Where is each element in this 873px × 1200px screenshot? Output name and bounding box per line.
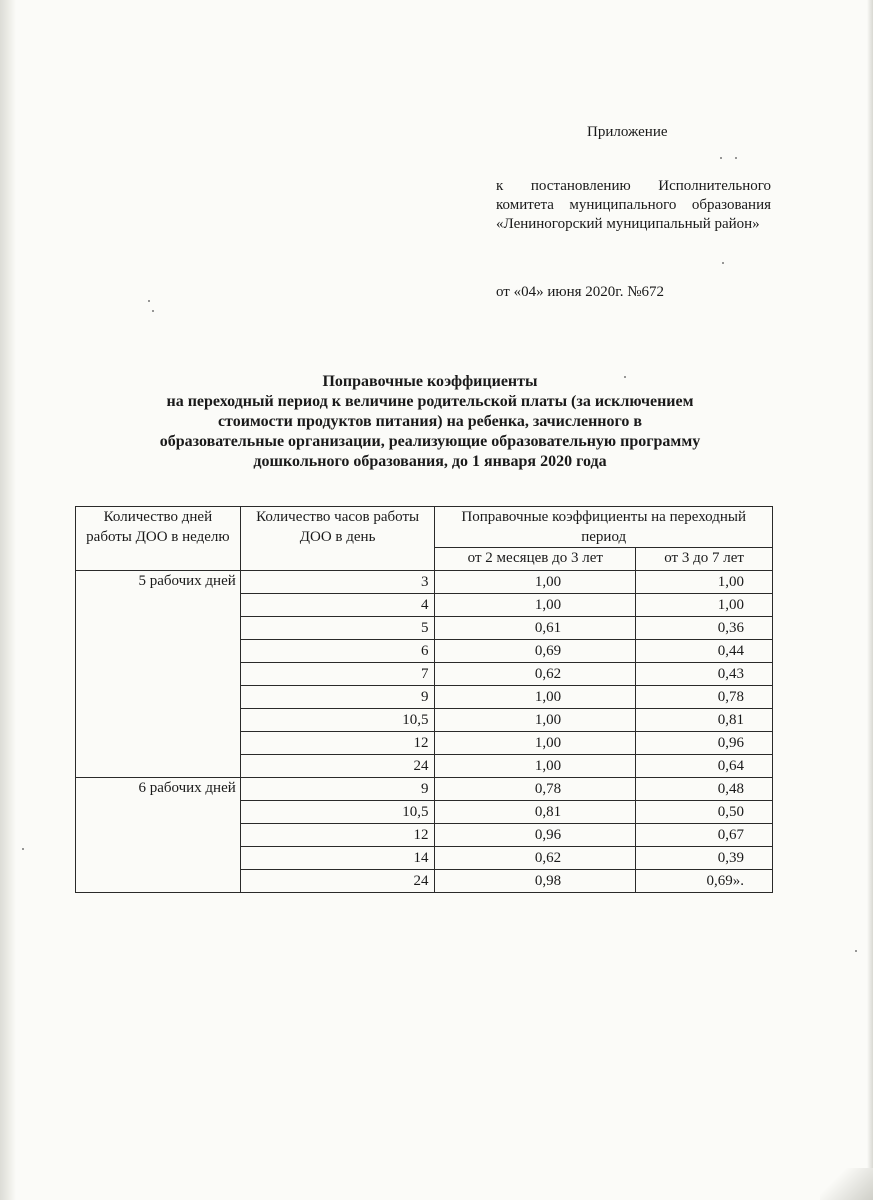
header-days: Количество дней работы ДОО в неделю [76,507,241,571]
coef-cell-age-2m-3y: 1,00 [435,686,636,709]
hours-cell: 4 [240,594,435,617]
hours-cell: 24 [240,755,435,778]
coef-cell-age-2m-3y: 0,96 [435,824,636,847]
header-age-group-2: от 3 до 7 лет [636,548,773,571]
coef-cell-age-3y-7y: 0,67 [636,824,773,847]
coefficients-table [75,506,773,893]
document-title-line: стоимости продуктов питания) на ребенка, зачисленного в [217,413,643,430]
document-title-line: образовательные организации, реализующие образовательную программу [159,433,701,450]
coef-cell-age-3y-7y: 0,64 [636,755,773,778]
header-hours: Количество часов работы ДОО в день [240,507,435,571]
coef-cell-age-3y-7y: 0,81 [636,709,773,732]
coef-cell-age-2m-3y: 1,00 [435,755,636,778]
header-age-group-1: от 2 месяцев до 3 лет [435,548,636,571]
coef-cell-age-2m-3y: 0,98 [435,870,636,893]
scan-speck [735,157,737,159]
coef-cell-age-2m-3y: 0,62 [435,663,636,686]
coef-cell-age-3y-7y: 0,69». [636,870,773,893]
coef-cell-age-2m-3y: 0,81 [435,801,636,824]
scan-left-edge-shadow [0,0,16,1200]
document-title [70,372,790,472]
scan-speck [152,310,154,312]
coef-cell-age-2m-3y: 1,00 [435,709,636,732]
coef-cell-age-3y-7y: 0,50 [636,801,773,824]
days-cell: 5 рабочих дней [76,571,241,778]
table-row [76,571,773,594]
coef-cell-age-2m-3y: 0,62 [435,847,636,870]
document-title-line: Поправочные коэффициенты [322,373,538,390]
scan-speck [855,950,857,952]
hours-cell: 7 [240,663,435,686]
annex-date-number: от «04» июня 2020г. №672 [496,284,665,300]
hours-cell: 10,5 [240,801,435,824]
coef-cell-age-3y-7y: 0,43 [636,663,773,686]
hours-cell: 12 [240,732,435,755]
annex-reference: к постановлению Исполнительного комитета муниципального образования «Лениногорский муниципальный район» [496,178,771,232]
coef-cell-age-2m-3y: 0,78 [435,778,636,801]
header-coefficients: Поправочные коэффициенты на переходный период [435,507,773,548]
hours-cell: 10,5 [240,709,435,732]
scan-page-corner [820,1168,873,1200]
hours-cell: 3 [240,571,435,594]
coef-cell-age-3y-7y: 0,39 [636,847,773,870]
scan-speck [148,300,150,302]
scan-speck [722,262,724,264]
coef-cell-age-3y-7y: 0,96 [636,732,773,755]
hours-cell: 9 [240,778,435,801]
coef-cell-age-3y-7y: 0,44 [636,640,773,663]
coef-cell-age-2m-3y: 1,00 [435,732,636,755]
scan-speck [22,848,24,850]
coef-cell-age-3y-7y: 0,48 [636,778,773,801]
coef-cell-age-2m-3y: 0,61 [435,617,636,640]
coef-cell-age-3y-7y: 1,00 [636,594,773,617]
coef-cell-age-3y-7y: 0,36 [636,617,773,640]
coef-cell-age-2m-3y: 0,69 [435,640,636,663]
document-title-line: дошкольного образования, до 1 января 2020 года [253,453,607,470]
table-row [76,778,773,801]
scan-speck [720,157,722,159]
annex-label: Приложение [587,124,668,140]
hours-cell: 12 [240,824,435,847]
document-title-line: на переходный период к величине родительской платы (за исключением [166,393,694,410]
coef-cell-age-3y-7y: 0,78 [636,686,773,709]
coef-cell-age-2m-3y: 1,00 [435,571,636,594]
days-cell: 6 рабочих дней [76,778,241,893]
coef-cell-age-3y-7y: 1,00 [636,571,773,594]
scan-right-edge-shadow [867,0,873,1200]
hours-cell: 5 [240,617,435,640]
hours-cell: 14 [240,847,435,870]
hours-cell: 6 [240,640,435,663]
hours-cell: 24 [240,870,435,893]
coef-cell-age-2m-3y: 1,00 [435,594,636,617]
hours-cell: 9 [240,686,435,709]
